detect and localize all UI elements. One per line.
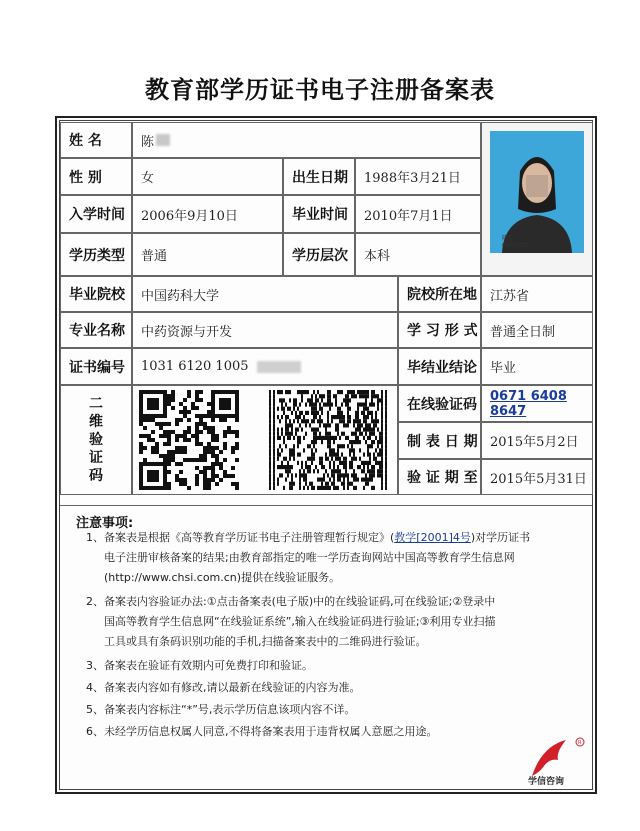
photo-caption — [502, 235, 529, 249]
photo-caption-name: 陈虹 — [502, 235, 515, 242]
qr-label-char: 二 — [89, 396, 103, 412]
made-date-label: 制 表 日 期 — [398, 422, 481, 459]
location-value: 江苏省 — [481, 276, 593, 312]
name-value-cell — [132, 122, 481, 158]
qr-label-char: 码 — [89, 468, 103, 484]
form-label: 学 习 形 式 — [398, 312, 481, 348]
edu-type-value: 普通 — [132, 233, 283, 276]
edu-type-label: 学历类型 — [60, 233, 132, 276]
note-1-line-2: 电子注册审核备案的结果;由教育部指定的唯一学历查询网站中国高等教育学生信息网 — [104, 551, 515, 564]
location-label: 院校所在地 — [398, 276, 481, 312]
verification-codes — [132, 385, 398, 495]
major-value: 中药资源与开发 — [132, 312, 398, 348]
qr-code-label — [60, 385, 132, 495]
svg-text:R: R — [578, 740, 582, 746]
conclusion-label: 毕结业结论 — [398, 348, 481, 385]
qr-label-char: 维 — [89, 414, 103, 430]
note-2-line-3: 工具或具有条码识别功能的手机,扫描备案表中的二维码进行验证。 — [104, 635, 427, 648]
note-2-line-2: 国高等教育学生信息网“在线验证系统”,输入在线验证码进行验证;③利用专业扫描 — [104, 615, 496, 628]
verify-code-label: 在线验证码 — [398, 385, 481, 422]
note-3: 3、备案表在验证有效期内可免费打印和验证。 — [86, 659, 313, 672]
made-date-value: 2015年5月2日 — [481, 422, 593, 459]
form-value: 普通全日制 — [481, 312, 593, 348]
page-title: 教育部学历证书电子注册备案表 — [145, 76, 495, 104]
note-5: 5、备案表内容标注“*”号,表示学历信息该项内容不详。 — [86, 703, 356, 716]
xuexin-logo — [522, 736, 592, 786]
note-4: 4、备案表内容如有修改,请以最新在线验证的内容为准。 — [86, 681, 361, 694]
grad-time-label: 毕业时间 — [283, 195, 355, 233]
enroll-label: 入学时间 — [60, 195, 132, 233]
note-1 — [86, 528, 576, 548]
edu-level-value: 本科 — [355, 233, 481, 276]
name-label-text: 姓 名 — [69, 133, 102, 149]
redaction-blur — [156, 134, 170, 146]
qr-label-char: 验 — [89, 432, 103, 448]
note-6: 6、未经学历信息权属人同意,不得将备案表用于违背权属人意愿之用途。 — [86, 725, 438, 738]
cert-value-cell — [132, 348, 398, 385]
expiry-label: 验 证 期 至 — [398, 459, 481, 495]
name-label — [60, 122, 132, 158]
note-1-text: 1、备案表是根据《高等教育学历证书电子注册管理暂行规定》( — [86, 531, 395, 544]
school-value: 中国药科大学 — [132, 276, 398, 312]
notes-title: 注意事项: — [76, 516, 134, 531]
qr-code-icon[interactable] — [139, 390, 263, 490]
qr-label-char: 证 — [89, 450, 103, 466]
enroll-value: 2006年9月10日 — [132, 195, 283, 233]
gender-label: 性 别 — [60, 158, 132, 195]
birth-value: 1988年3月21日 — [355, 158, 481, 195]
edu-level-label: 学历层次 — [283, 233, 355, 276]
regulation-link[interactable]: 教学[2001]4号 — [394, 531, 471, 544]
gender-value: 女 — [132, 158, 283, 195]
note-1-text-end: )对学历证书 — [470, 531, 531, 544]
student-photo — [481, 122, 593, 276]
note-2: 2、备案表内容验证办法:①点击备案表(电子版)中的在线验证码,可在线验证;②登录中 — [86, 595, 496, 608]
barcode-pdf417-icon[interactable] — [269, 390, 393, 490]
conclusion-value: 毕业 — [481, 348, 593, 385]
cert-label: 证书编号 — [60, 348, 132, 385]
logo-text: 学信咨询 — [528, 777, 565, 787]
verify-code-link[interactable]: 0671 6408 8647 — [481, 385, 593, 422]
major-label: 专业名称 — [60, 312, 132, 348]
name-value: 陈 — [141, 134, 155, 150]
grad-time-value: 2010年7月1日 — [355, 195, 481, 233]
notes-section — [60, 505, 592, 789]
expiry-value: 2015年5月31日 — [481, 459, 593, 495]
school-label: 毕业院校 — [60, 276, 132, 312]
note-1-line-3: (http://www.chsi.com.cn)提供在线验证服务。 — [104, 571, 341, 584]
photo-caption-number: 0843220 — [502, 242, 529, 249]
redaction-blur — [257, 361, 301, 373]
birth-label: 出生日期 — [283, 158, 355, 195]
cert-value: 1031 6120 1005 — [141, 359, 249, 374]
